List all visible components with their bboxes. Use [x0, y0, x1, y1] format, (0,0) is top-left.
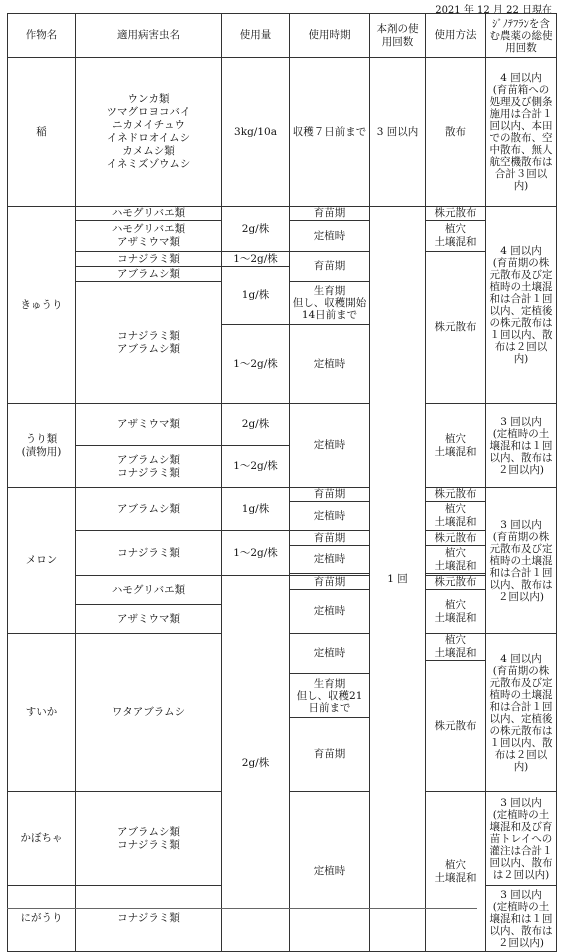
bittermelon-total: 3 回以内 (定植時の土壌混和は１回以内、散布は２回以内)	[486, 886, 557, 952]
watermelon-timing-nursery: 育苗期	[290, 718, 370, 792]
cucumber-total: 4 回以内 (育苗期の株元散布及び定植時の土壌混和は合計１回以内、定植後の株元散布は１回以内、散布は２回以内)	[486, 207, 557, 404]
melon-method-hole-a: 植穴 土壌混和	[426, 502, 486, 531]
melon-method-hole-b: 植穴 土壌混和	[426, 546, 486, 574]
pesticide-application-table	[7, 13, 557, 952]
watermelon-method-hole: 植穴 土壌混和	[426, 634, 486, 661]
header-timing: 使用時期	[290, 14, 370, 58]
melon-amount-b: 1～2g/株	[222, 531, 290, 576]
melon-method-base-c: 株元散布	[426, 576, 486, 590]
cucumber-pest-6: コナジラミ類 アブラムシ類	[76, 282, 222, 404]
melon-amount-a: 1g/株	[222, 488, 290, 531]
cucumber-pest-2: ハモグリバエ類 アザミウマ類	[76, 221, 222, 252]
cucumber-pest-5: アブラムシ類	[76, 267, 222, 282]
watermelon-crop: すいか	[8, 634, 76, 792]
pumpkin-pests: アブラムシ類 コナジラミ類	[76, 792, 222, 886]
cucumber-amount-a: 2g/株	[222, 207, 290, 252]
table-row	[8, 58, 557, 207]
uri-method: 植穴 土壌混和	[426, 404, 486, 488]
melon-timing-plant-b: 定植時	[290, 546, 370, 574]
uri-crop: うり類 (漬物用)	[8, 404, 76, 488]
bittermelon-pest: コナジラミ類	[76, 886, 222, 952]
melon-pest-b: コナジラミ類	[76, 531, 222, 576]
cucumber-crop: きゅうり	[8, 207, 76, 404]
pumpkin-method: 植穴 土壌混和	[426, 792, 486, 952]
pumpkin-timing: 定植時	[290, 792, 370, 952]
cucumber-timing-nursery-1: 育苗期	[290, 207, 370, 221]
cucumber-method-base-1: 株元散布	[426, 207, 486, 221]
cucumber-timing-plant-1: 定植時	[290, 221, 370, 252]
cucumber-pest-1: ハモグリバエ類	[76, 207, 222, 221]
table-row	[8, 531, 557, 546]
rice-pests: ウンカ類 ツマグロヨコバイ ニカメイチュウ イネドロオイムシ カメムシ類 イネミズゾウムシ	[76, 58, 222, 207]
cucumber-timing-nursery-2: 育苗期	[290, 252, 370, 282]
cucumber-timing-plant-2: 定植時	[290, 325, 370, 404]
table-header-row	[8, 14, 557, 58]
table-row	[8, 488, 557, 502]
melon-timing-nursery-b: 育苗期	[290, 531, 370, 546]
watermelon-total: 4 回以内 (育苗期の株元散布及び定植時の土壌混和は合計１回以内、定植後の株元散布は１回以内、散布は２回以内)	[486, 634, 557, 792]
cucumber-timing-growth: 生育期 但し、収穫開始14日前まで	[290, 282, 370, 325]
header-count: 本剤の使用回数	[370, 14, 426, 58]
melon-total: 3 回以内 (育苗期の株元散布及び定植時の土壌混和は合計１回以内、散布は２回以内)	[486, 488, 557, 634]
footer-rule	[7, 908, 477, 909]
uri-amount-b: 1～2g/株	[222, 446, 290, 488]
melon-pest-d: アザミウマ類	[76, 605, 222, 634]
uri-pest-a: アザミウマ類	[76, 404, 222, 446]
rice-count: 3 回以内	[370, 58, 426, 207]
melon-timing-plant-c: 定植時	[290, 590, 370, 634]
cucumber-amount-c: 1g/株	[222, 267, 290, 325]
melon-method-hole-c: 植穴 土壌混和	[426, 590, 486, 634]
uri-amount-a: 2g/株	[222, 404, 290, 446]
table-row	[8, 207, 557, 221]
header-method: 使用方法	[426, 14, 486, 58]
melon-method-base-b: 株元散布	[426, 531, 486, 546]
header-crop: 作物名	[8, 14, 76, 58]
shared-amount-2g: 2g/株	[222, 576, 290, 952]
as-of-date: 2021 年 12 月 22 日現在	[435, 5, 552, 16]
cucumber-method-hole-1: 植穴 土壌混和	[426, 221, 486, 252]
watermelon-timing-growth: 生育期 但し、収穫21日前まで	[290, 674, 370, 718]
rice-total: 4 回以内 (育苗箱への処理及び側条施用は合計１回以内、本田での散布、空中散布、無人航空機散布は合計３回以内)	[486, 58, 557, 207]
cucumber-method-base-2: 株元散布	[426, 252, 486, 404]
bittermelon-crop: にがうり	[8, 886, 76, 952]
watermelon-method-base: 株元散布	[426, 661, 486, 792]
table-row	[8, 404, 557, 446]
rice-crop: 稲	[8, 58, 76, 207]
shared-count-once: 1 回	[370, 207, 426, 952]
melon-timing-nursery-a: 育苗期	[290, 488, 370, 502]
rice-timing: 収穫７日前まで	[290, 58, 370, 207]
table-row	[8, 252, 557, 267]
cucumber-pest-4: コナジラミ類	[76, 252, 222, 267]
uri-total: 3 回以内 (定植時の土壌混和は１回以内、散布は２回以内)	[486, 404, 557, 488]
melon-timing-nursery-c: 育苗期	[290, 576, 370, 590]
watermelon-timing-plant: 定植時	[290, 634, 370, 674]
table-row	[8, 576, 557, 590]
rice-amount: 3kg/10a	[222, 58, 290, 207]
melon-method-base-a: 株元散布	[426, 488, 486, 502]
header-pest: 適用病害虫名	[76, 14, 222, 58]
watermelon-pest: ワタアブラムシ	[76, 634, 222, 792]
cucumber-amount-d: 1～2g/株	[222, 325, 290, 404]
header-amount: 使用量	[222, 14, 290, 58]
melon-pest-a: アブラムシ類	[76, 488, 222, 531]
melon-timing-plant-a: 定植時	[290, 502, 370, 531]
cucumber-amount-b: 1～2g/株	[222, 252, 290, 267]
pumpkin-total: 3 回以内 (定植時の土壌混和及び育苗トレイへの灌注は合計１回以内、散布は２回以内)	[486, 792, 557, 886]
header-total: ｼﾞﾉﾃﾌﾗﾝを含む農薬の総使用回数	[486, 14, 557, 58]
uri-pest-b: アブラムシ類 コナジラミ類	[76, 446, 222, 488]
uri-timing: 定植時	[290, 404, 370, 488]
rice-method: 散布	[426, 58, 486, 207]
pumpkin-crop: かぼちゃ	[8, 792, 76, 886]
melon-pest-c: ハモグリバエ類	[76, 576, 222, 605]
melon-crop: メロン	[8, 488, 76, 634]
